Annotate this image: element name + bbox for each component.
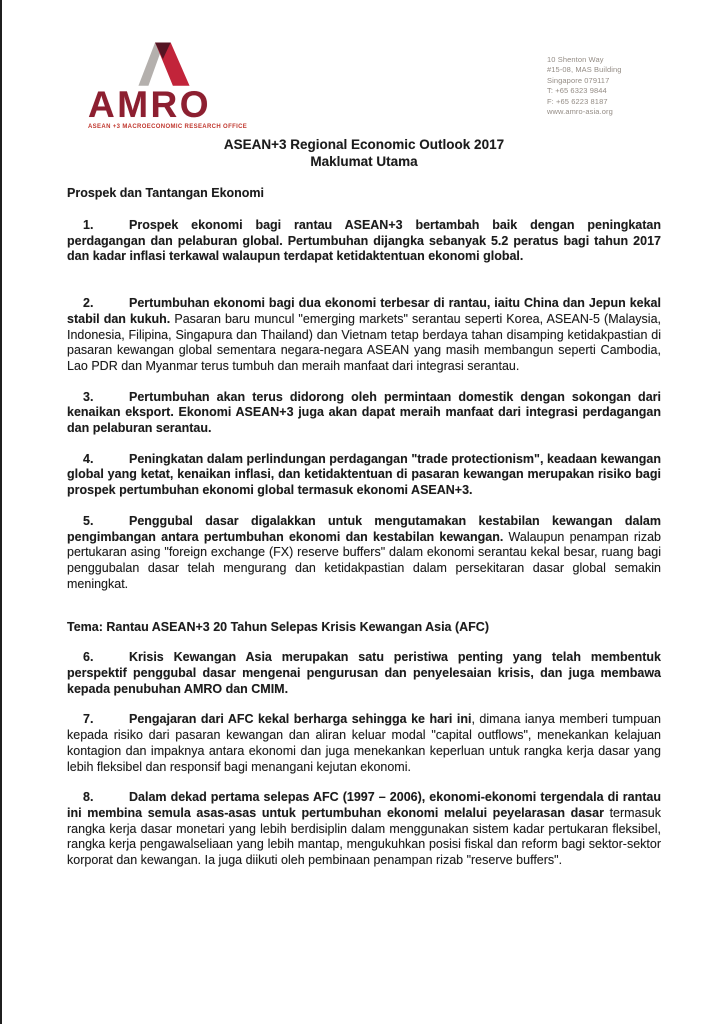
para-bold-text: Pertumbuhan ekonomi bagi dua ekonomi terbesar di rantau, iaitu China dan Jepun kekal stabil dan kukuh. xyxy=(67,296,661,326)
document-body xyxy=(67,136,661,884)
para-regular-text: Pasaran baru muncul "emerging markets" serantau seperti Korea, ASEAN-5 (Malaysia, Indonesia, Filipina, Singapura dan Thailand) dan Vietnam tetap berdaya tahan disamping ketidakpastian di pasaran kewangan global sementara negara-negara ASEAN yang masih membangun seperti Cambodia, Lao PDR dan Myanmar terus tumbuh dan meraih manfaat dari integrasi serantau. xyxy=(67,311,661,373)
paragraph xyxy=(67,514,661,593)
paragraph xyxy=(67,650,661,697)
amro-logo xyxy=(88,38,248,130)
address-block xyxy=(547,55,622,117)
document-title xyxy=(67,136,661,170)
title-line-1: ASEAN+3 Regional Economic Outlook 2017 xyxy=(223,137,505,152)
section-tema-paragraphs xyxy=(67,650,661,868)
paragraph xyxy=(67,452,661,499)
paragraph xyxy=(67,790,661,869)
section-prospek-paragraphs xyxy=(67,218,661,592)
para-number: 5. xyxy=(83,513,94,528)
para-regular-text: termasuk rangka kerja dasar monetari yang lebih berdisiplin dalam menggunakan sistem kadar pertukaran fleksibel, rangka kerja pengawalseliaan yang lebih mantap, mengukuhkan posisi fiskal dan reform bagi sektor-sektor korporat dan kewangan. Ia juga diikuti oleh pembinaan penampan rizab "reserve buffers". xyxy=(67,805,661,868)
address-line: F: +65 6223 8187 xyxy=(547,96,608,106)
para-bold-text: Peningkatan dalam perlindungan perdagangan "trade protectionism", keadaan kewangan global yang ketat, kenaikan inflasi, dan ketidaktentuan di pasaran kewangan merupakan risiko bagi prospek pertumbuhan ekonomi global termasuk ekonomi ASEAN+3. xyxy=(67,451,661,498)
para-number: 6. xyxy=(83,650,94,665)
paragraph xyxy=(67,218,661,265)
address-line: www.amro-asia.org xyxy=(547,107,613,117)
para-bold-text: Dalam dekad pertama selepas AFC (1997 – 2006), ekonomi-ekonomi tergendala di rantau ini membina semula asas-asas untuk pertumbuhan ekonomi melalui peyelarasan dasar xyxy=(67,790,661,820)
section-heading-tema: Tema: Rantau ASEAN+3 20 Tahun Selepas Krisis Kewangan Asia (AFC) xyxy=(67,620,489,635)
para-number: 7. xyxy=(83,712,94,727)
amro-wordmark: AMRO xyxy=(88,84,212,125)
address-line: T: +65 6323 9844 xyxy=(547,86,607,96)
paragraph xyxy=(67,712,661,775)
para-bold-text: Prospek ekonomi bagi rantau ASEAN+3 bertambah baik dengan peningkatan perdagangan dan pelaburan global. Pertumbuhan dijangka sebanyak 5.2 peratus bagi tahun 2017 dan kadar inflasi terkawal walaupun terdapat ketidaktentuan ekonomi global. xyxy=(67,218,661,264)
amro-tagline: ASEAN +3 MACROECONOMIC RESEARCH OFFICE xyxy=(88,124,248,130)
para-bold-text: Penggubal dasar digalakkan untuk mengutamakan kestabilan kewangan dalam pengimbangan antara pertumbuhan ekonomi dan kestabilan kewangan. xyxy=(67,513,661,544)
para-regular-text: Walaupun penampan rizab pertukaran asing "foreign exchange (FX) reserve buffers" dalam ekonomi serantau kekal besar, ruang bagi penggubalan dasar telah mengurang dan ketidakpastian dalam persekitaran dasar global semakin meningkat. xyxy=(67,529,661,591)
paragraph xyxy=(67,296,661,375)
address-line: #15-08, MAS Building xyxy=(547,65,622,75)
para-regular-text: , dimana ianya memberi tumpuan kepada risiko dari pasaran kewangan dan aliran keluar modal "capital outflows", menekankan kelajuan kontagion dan impaknya antara ekonomi dan juga menekankan keperluan untuk rangka kerja dasar yang lebih fleksibel dan responsif bagi menangani kejutan ekonomi. xyxy=(67,712,661,774)
para-number: 8. xyxy=(83,790,94,805)
address-line: 10 Shenton Way xyxy=(547,55,604,64)
para-number: 2. xyxy=(83,296,94,311)
para-bold-text: Pertumbuhan akan terus didorong oleh permintaan domestik dengan sokongan dari kenaikan eksport. Ekonomi ASEAN+3 juga akan dapat meraih manfaat dari integrasi perdagangan dan pelaburan serantau. xyxy=(67,389,661,436)
para-number: 1. xyxy=(83,218,94,232)
title-line-2: Maklumat Utama xyxy=(310,154,418,169)
scan-edge-line xyxy=(0,0,2,1024)
amro-logo-icon xyxy=(136,38,192,88)
para-number: 3. xyxy=(83,389,94,404)
address-line: Singapore 079117 xyxy=(547,75,610,85)
paragraph xyxy=(67,390,661,437)
para-bold-text: Pengajaran dari AFC kekal berharga sehingga ke hari ini xyxy=(129,712,472,727)
section-heading-prospek: Prospek dan Tantangan Ekonomi xyxy=(67,186,265,200)
para-number: 4. xyxy=(83,451,94,466)
para-bold-text: Krisis Kewangan Asia merupakan satu peristiwa penting yang telah membentuk perspektif penggubal dasar mengenai pengurusan dan penyelesaian krisis, dan juga membawa kepada penubuhan AMRO dan CMIM. xyxy=(67,650,661,696)
